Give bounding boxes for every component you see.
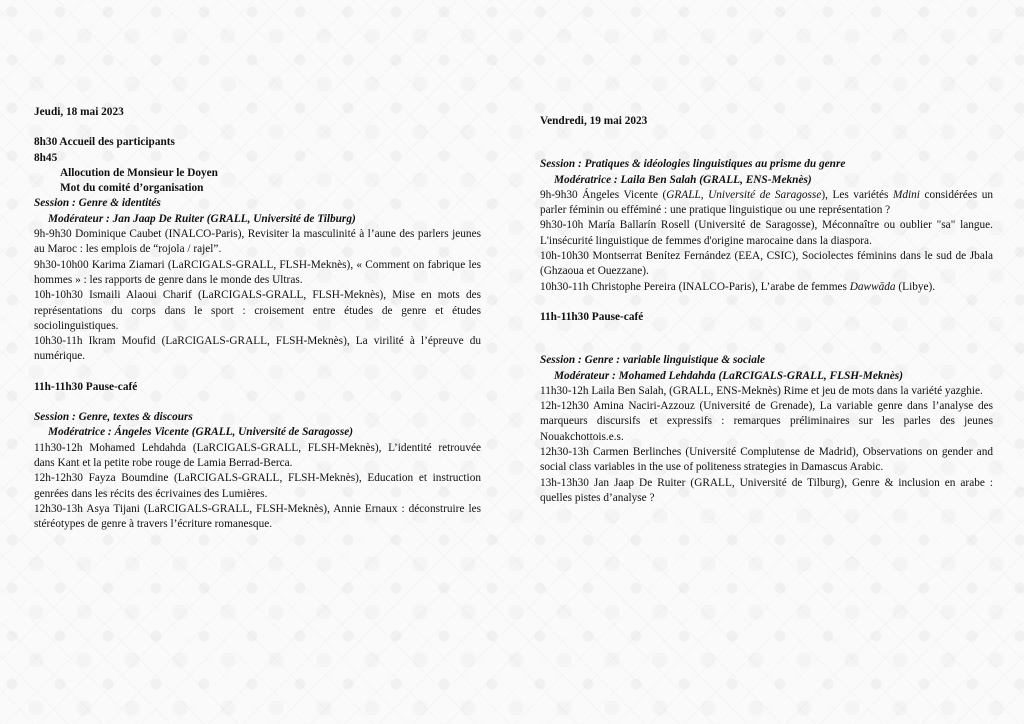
spacer	[540, 325, 993, 353]
talk-entry: 9h30-10h00 Karima Ziamari (LaRCIGALS-GRALL, FLSH-Meknès), « Comment on fabrique les hommes » : les rapports de genre dans le monde des Ultras.	[34, 258, 481, 286]
session-title: Session : Genre, textes & discours	[34, 411, 193, 424]
talk-entry: 9h-9h30 Ángeles Vicente (GRALL, Université de Saragosse), Les variétés Mdini considérées un parler féminin ou efféminé : une pratique linguistique ou une représentation ?	[540, 188, 993, 217]
right-page	[540, 114, 993, 506]
session-moderator: Modérateur : Jan Jaap De Ruiter (GRALL, Université de Tilburg)	[48, 212, 356, 225]
opening-speech: Allocution de Monsieur le Doyen	[60, 166, 218, 179]
left-page	[34, 105, 481, 532]
talk-entry: 12h30-13h Asya Tijani (LaRCIGALS-GRALL, FLSH-Meknès), Annie Ernaux : déconstruire les stéréotypes de genre à travers l’écriture romanesque.	[34, 502, 481, 531]
session-moderator: Modératrice : Laila Ben Salah (GRALL, ENS-Meknès)	[554, 173, 812, 186]
spacer	[34, 365, 481, 380]
session-moderator: Modératrice : Ángeles Vicente (GRALL, Université de Saragosse)	[48, 426, 353, 439]
session-title: Session : Pratiques & idéologies linguistiques au prisme du genre	[540, 158, 846, 171]
talk-entry: 12h30-13h Carmen Berlinches (Université Complutense de Madrid), Observations on gender and social class variables in the use of politeness strategies in Damascus Arabic.	[540, 446, 993, 474]
time-label: 8h45	[34, 151, 58, 164]
committee-speech: Mot du comité d’organisation	[60, 182, 204, 195]
spacer	[34, 120, 481, 135]
spacer	[540, 295, 993, 310]
talk-entry: 13h-13h30 Jan Jaap De Ruiter (GRALL, Université de Tilburg), Genre & inclusion en arabe : quelles pistes d’analyse ?	[540, 476, 993, 504]
spacer	[540, 129, 993, 157]
talk-entry: 9h-9h30 Dominique Caubet (INALCO-Paris), Revisiter la masculinité à l’aune des parlers jeunes au Maroc : les emplois de “rojola / rajel”.	[34, 228, 481, 256]
session-title: Session : Genre & identités	[34, 197, 161, 210]
spacer	[34, 395, 481, 410]
talk-entry: 10h-10h30 Ismaili Alaoui Charif (LaRCIGALS-GRALL, FLSH-Meknès), Mise en mots des représentations du corps dans le sport : croisement entre études de genre et études sociolinguistiques.	[34, 289, 481, 332]
day-title: Vendredi, 19 mai 2023	[540, 115, 648, 127]
talk-entry: 10h30-11h Ikram Moufid (LaRCIGALS-GRALL, FLSH-Meknès), La virilité à l’épreuve du numérique.	[34, 335, 481, 363]
day-title: Jeudi, 18 mai 2023	[34, 106, 124, 118]
talk-entry: 10h-10h30 Montserrat Benítez Fernández (EEA, CSIC), Sociolectes féminins dans le sud de Jbala (Ghzaoua et Ouezzane).	[540, 250, 993, 278]
talk-entry: 11h30-12h Laila Ben Salah, (GRALL, ENS-Meknès) Rime et jeu de mots dans la variété yazghie.	[540, 384, 983, 397]
coffee-break: 11h-11h30 Pause-café	[540, 310, 644, 323]
coffee-break: 11h-11h30 Pause-café	[34, 380, 138, 393]
welcome-line: 8h30 Accueil des participants	[34, 136, 175, 149]
session-title: Session : Genre : variable linguistique & sociale	[540, 354, 766, 367]
talk-entry: 10h30-11h Christophe Pereira (INALCO-Paris), L’arabe de femmes Dawwāda (Libye).	[540, 280, 936, 293]
session-moderator: Modérateur : Mohamed Lehdahda (LaRCIGALS-GRALL, FLSH-Meknès)	[554, 369, 903, 382]
talk-entry: 12h-12h30 Fayza Boumdine (LaRCIGALS-GRALL, FLSH-Meknès), Education et instruction genrées dans les récits des écrivaines des Lumières.	[34, 472, 481, 500]
talk-entry: 9h30-10h María Ballarín Rosell (Université de Saragosse), Méconnaître ou oublier "sa" langue. L'insécurité linguistique de femmes d'origine marocaine dans la diaspora.	[540, 219, 993, 247]
talk-entry: 12h-12h30 Amina Naciri-Azzouz (Université de Grenade), La variable genre dans l’analyse des marqueurs discursifs et expressifs : remarques préliminaires sur les parles des jeunes Nouakchottois.e.s.	[540, 400, 993, 443]
talk-entry: 11h30-12h Mohamed Lehdahda (LaRCIGALS-GRALL, FLSH-Meknès), L’identité retrouvée dans Kant et la petite robe rouge de Lamia Berrad-Berca.	[34, 441, 481, 469]
